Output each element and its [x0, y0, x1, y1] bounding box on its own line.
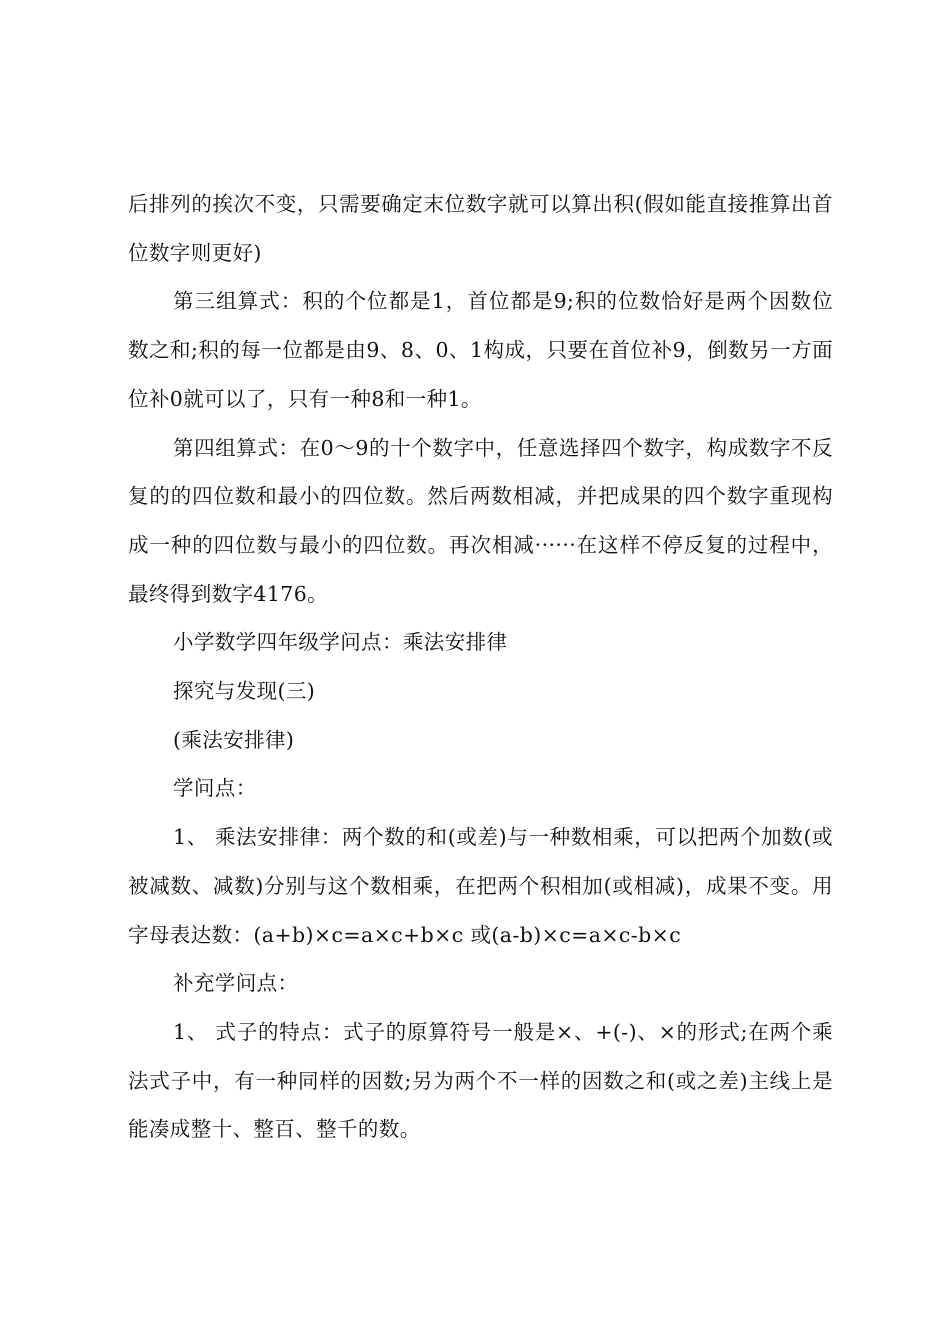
- paragraph-law-definition: 1、 乘法安排律：两个数的和(或差)与一种数相乘，可以把两个加数(或被减数、减数)分别与这个数相乘，在把两个积相加(或相减)，成果不变。用字母表达数：(a+b)×c=a×c+b×c 或(a-b)×c=a×c-b×c: [128, 825, 833, 947]
- section-heading: 小学数学四年级学问点：乘法安排律: [173, 630, 508, 655]
- paragraph-1: 后排列的挨次不变，只需要确定末位数字就可以算出积(假如能直接推算出首位数字则更好): [128, 192, 833, 265]
- subheading-law: (乘法安排律): [173, 727, 295, 752]
- paragraph-2: 第三组算式：积的个位都是1，首位都是9;积的位数恰好是两个因数位数之和;积的每一位都是由9、8、0、1构成，只要在首位补9，倒数另一方面位补0就可以了，只有一种8和一种1。: [128, 289, 833, 411]
- document-body: [128, 180, 833, 1154]
- knowledge-label: 学问点：: [173, 776, 257, 801]
- supplement-label: 补充学问点：: [173, 971, 299, 996]
- paragraph-3: 第四组算式：在0～9的十个数字中，任意选择四个数字，构成数字不反复的的四位数和最小的四位数。然后两数相减，并把成果的四个数字重现构成一种的四位数与最小的四位数。再次相减······在这样不停反复的过程中，最终得到数字4176。: [128, 435, 833, 606]
- paragraph-supplement: 1、 式子的特点：式子的原算符号一般是×、+(-)、×的形式;在两个乘法式子中，有一种同样的因数;另为两个不一样的因数之和(或之差)主线上是能凑成整十、整百、整千的数。: [128, 1019, 833, 1142]
- subheading-explore: 探究与发现(三): [173, 679, 316, 704]
